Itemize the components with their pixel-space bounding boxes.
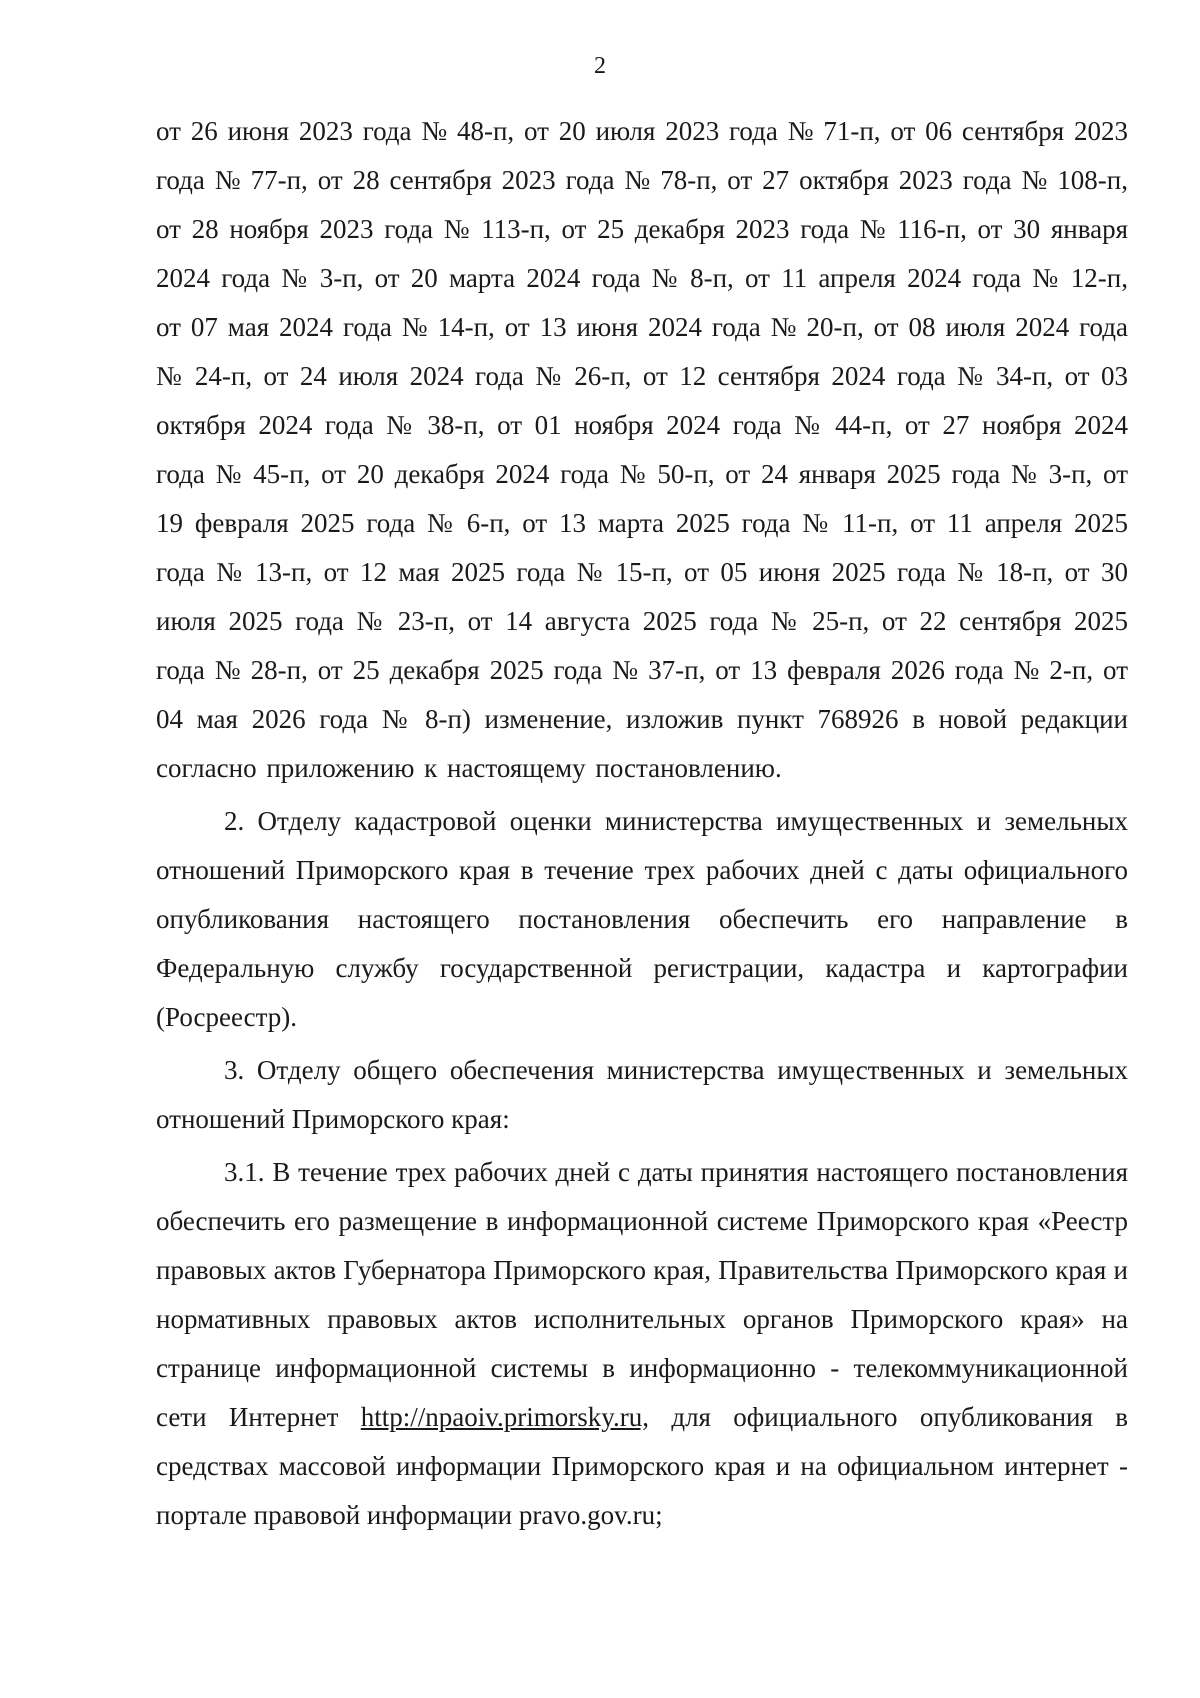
page-number: 2 <box>594 53 606 79</box>
paragraph-2-cadastral-department: 2. Отделу кадастровой оценки министерства имущественных и земельных отношений Приморского края в течение трех рабочих дней с даты официального опубликования настоящего постановления обеспечить его направление в Федеральную службу государственной регистрации, кадастра и картографии (Росреестр). <box>156 806 1128 1032</box>
paragraph-3-general-support-department: 3. Отделу общего обеспечения министерства имущественных и земельных отношений Приморского края: <box>156 1055 1128 1134</box>
document-body <box>156 107 1128 1540</box>
paragraph-amendment-list: от 26 июня 2023 года № 48-п, от 20 июля 2023 года № 71-п, от 06 сентября 2023 года № 77-п, от 28 сентября 2023 года № 78-п, от 27 октября 2023 года № 108-п, от 28 ноября 2023 года № 113-п, от 25 декабря 2023 года № 116-п, от 30 января 2024 года № 3-п, от 20 марта 2024 года № 8-п, от 11 апреля 2024 года № 12-п, от 07 мая 2024 года № 14-п, от 13 июня 2024 года № 20-п, от 08 июля 2024 года № 24-п, от 24 июля 2024 года № 26-п, от 12 сентября 2024 года № 34-п, от 03 октября 2024 года № 38-п, от 01 ноября 2024 года № 44-п, от 27 ноября 2024 года № 45-п, от 20 декабря 2024 года № 50-п, от 24 января 2025 года № 3-п, от 19 февраля 2025 года № 6-п, от 13 марта 2025 года № 11-п, от 11 апреля 2025 года № 13-п, от 12 мая 2025 года № 15-п, от 05 июня 2025 года № 18-п, от 30 июля 2025 года № 23-п, от 14 августа 2025 года № 25-п, от 22 сентября 2025 года № 28-п, от 25 декабря 2025 года № 37-п, от 13 февраля 2026 года № 2-п, от 04 мая 2026 года № 8-п) изменение, изложив пункт 768926 в новой редакции согласно приложению к настоящему постановлению. <box>156 116 1128 783</box>
npaoiv-link[interactable]: http://npaoiv.primorsky.ru, <box>360 1402 649 1432</box>
paragraph-3-1-text-start: 3.1. В течение трех рабочих дней с даты принятия настоящего постановления обеспечить его размещение в информационной системе Приморского края «Реестр правовых актов Губернатора Приморского края, Правительства Приморского края и нормативных правовых актов исполнительных органов Приморского края» на странице информационной системы в информационно - телекоммуникационной сети Интернет <box>156 1157 1128 1432</box>
paragraph-3-1-publication <box>156 1148 1128 1540</box>
paragraph-3-1-text-end: для официального опубликования в средствах массовой информации Приморского края и на официальном интернет - портале правовой информации pravo.gov.ru; <box>156 1402 1128 1530</box>
